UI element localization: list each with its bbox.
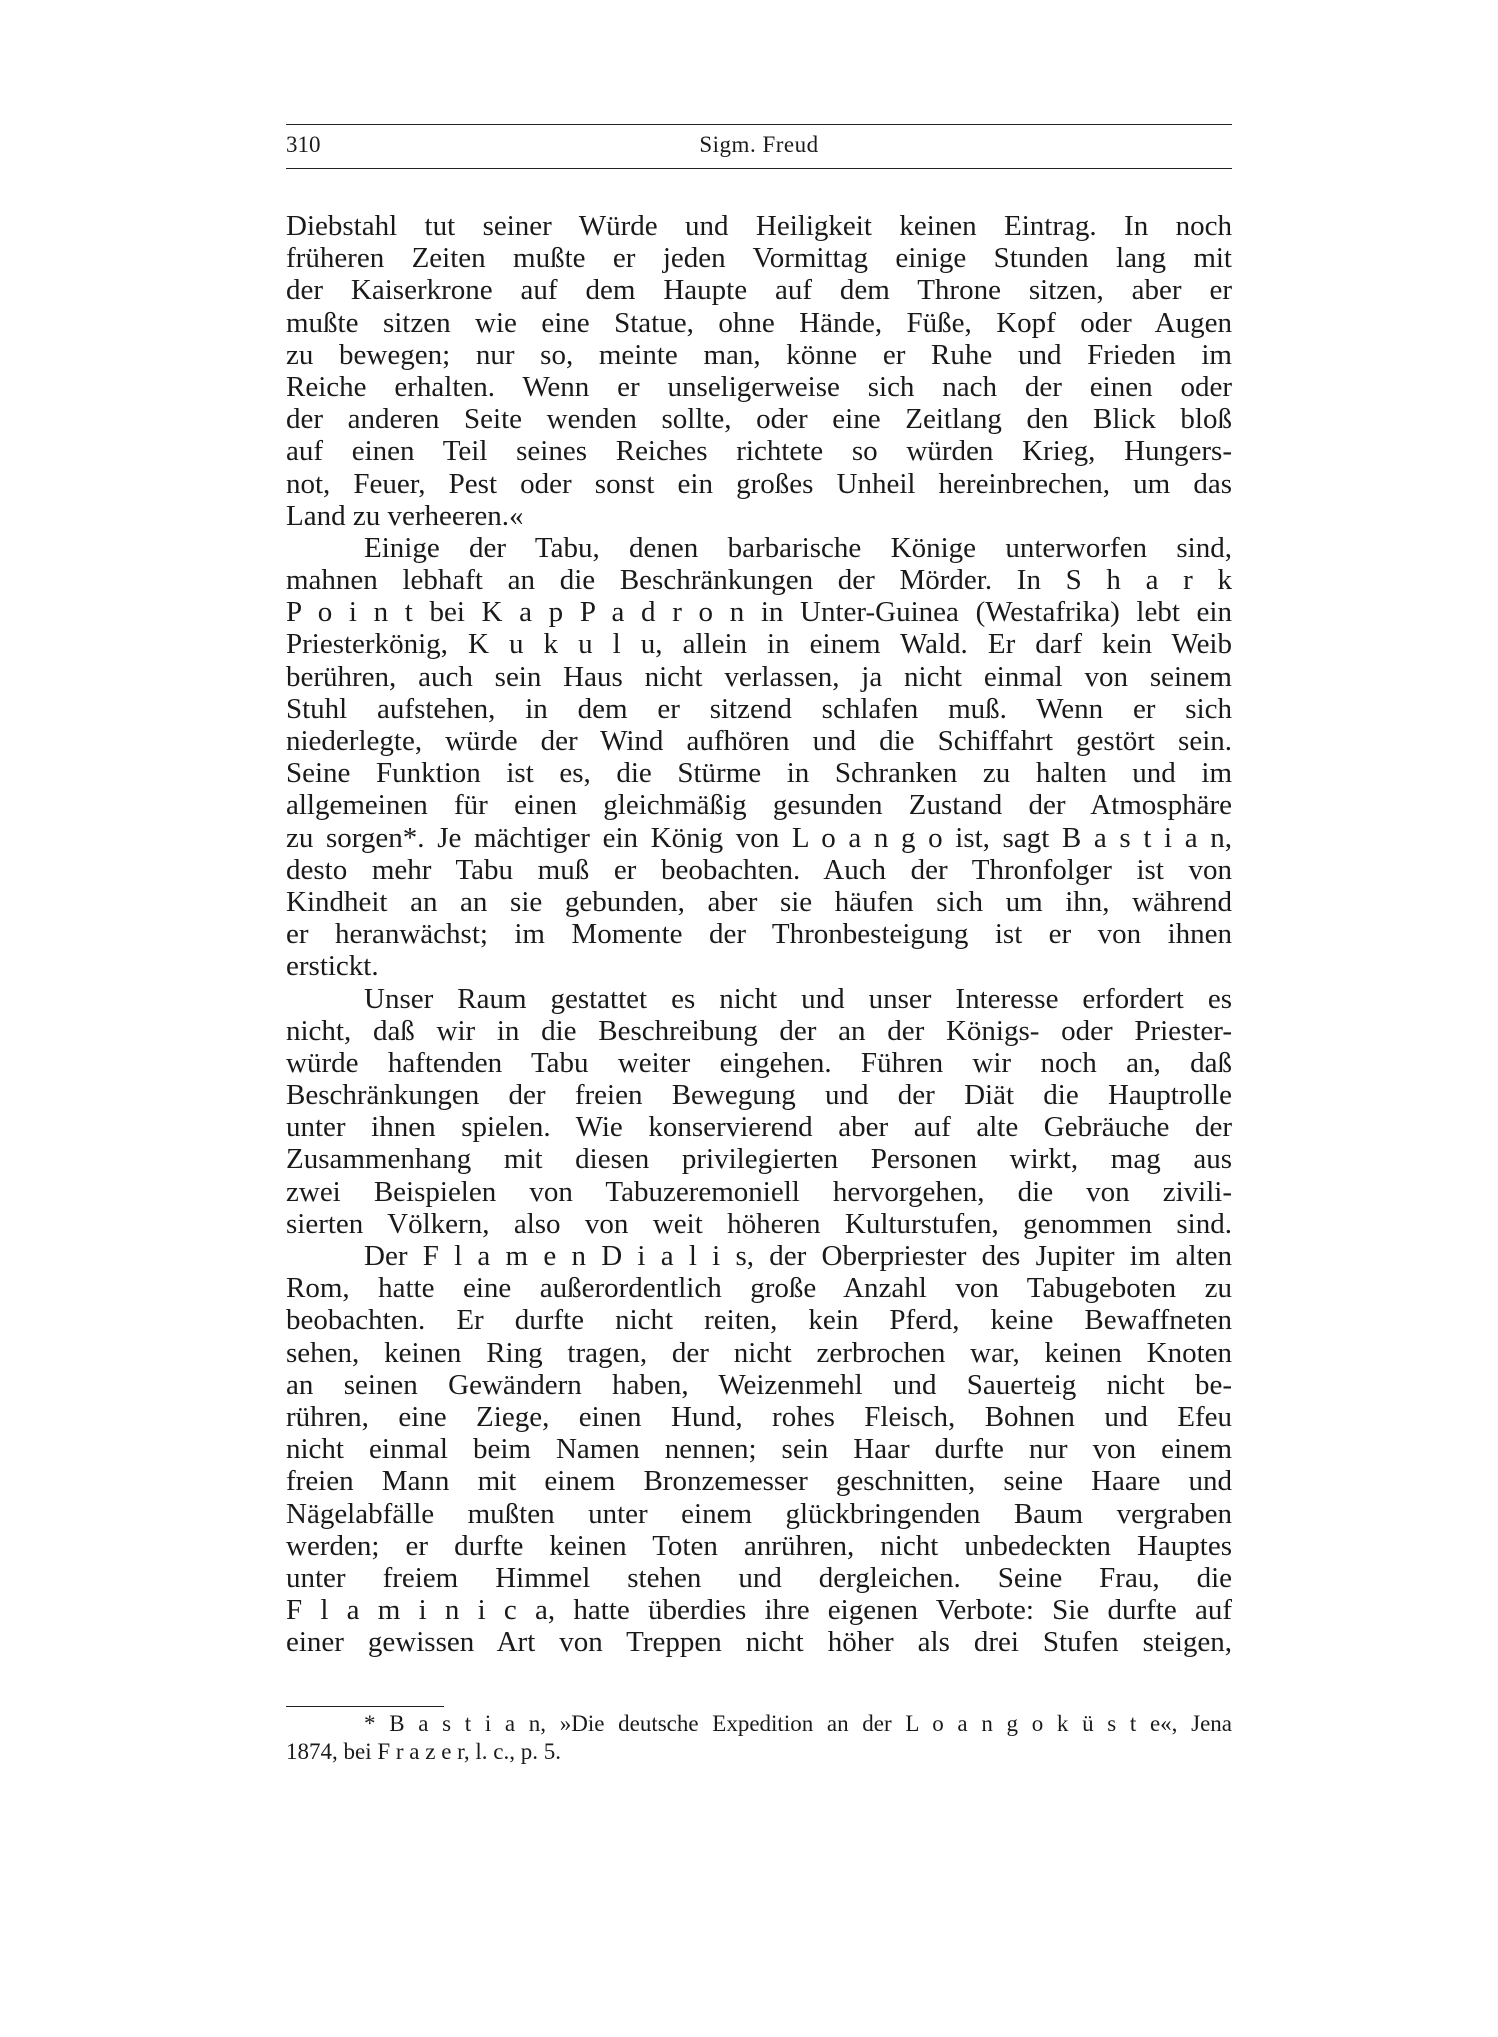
text-line: unter ihnen spielen. Wie konservierend aber auf alte Gebräuche der [286, 1111, 1232, 1144]
paragraph-start-line: Einige der Tabu, denen barbarische Könige unterworfen sind, [364, 531, 1232, 564]
text-line: Priesterkönig, K u k u l u, allein in einem Wald. Er darf kein Weib [286, 628, 1232, 661]
text-line: Diebstahl tut seiner Würde und Heiligkeit keinen Eintrag. In noch [286, 210, 1232, 242]
text-line: Nägelabfälle mußten unter einem glückbringenden Baum vergraben [286, 1497, 1232, 1530]
text-line: beobachten. Er durfte nicht reiten, kein Pferd, keine Bewaffneten [286, 1304, 1232, 1337]
text-line: nicht einmal beim Namen nennen; sein Haar durfte nur von einem [286, 1433, 1232, 1466]
body-text [286, 210, 1232, 1658]
text-line: der Kaiserkrone auf dem Haupte auf dem Throne sitzen, aber er [286, 274, 1232, 307]
footnote [286, 1710, 1232, 1766]
text-line: Rom, hatte eine außerordentlich große Anzahl von Tabugeboten zu [286, 1272, 1232, 1305]
text-line: Land zu verheeren.« [286, 499, 524, 532]
header-top-rule [286, 124, 1232, 125]
header-bottom-rule [286, 168, 1232, 169]
text-line: P o i n t bei K a p P a d r o n in Unter-Guinea (Westafrika) lebt ein [286, 596, 1232, 629]
text-line: Kindheit an an sie gebunden, aber sie häufen sich um ihn, während [286, 885, 1232, 918]
text-line: mußte sitzen wie eine Statue, ohne Hände, Füße, Kopf oder Augen [286, 306, 1232, 339]
text-line: er heranwächst; im Momente der Thronbesteigung ist er von ihnen [286, 918, 1232, 951]
text-line: Reiche erhalten. Wenn er unseligerweise sich nach der einen oder [286, 370, 1232, 403]
text-line: F l a m i n i c a, hatte überdies ihre eigenen Verbote: Sie durfte auf [286, 1594, 1232, 1627]
footnote-line: * B a s t i a n, »Die deutsche Expedition an der L o a n g o k ü s t e«, Jena [364, 1711, 1232, 1736]
text-line: zu sorgen*. Je mächtiger ein König von L o a n g o ist, sagt B a s t i a n, [286, 821, 1232, 854]
text-line: erstickt. [286, 950, 379, 983]
running-head: Sigm. Freud [699, 132, 819, 157]
text-line: sierten Völkern, also von weit höheren Kulturstufen, genommen sind. [286, 1207, 1232, 1240]
paragraph-start-line: Unser Raum gestattet es nicht und unser Interesse erfordert es [364, 982, 1232, 1015]
text-line: zu bewegen; nur so, meinte man, könne er Ruhe und Frieden im [286, 338, 1232, 371]
text-line: mahnen lebhaft an die Beschränkungen der Mörder. In S h a r k [286, 564, 1232, 597]
text-line: würde haftenden Tabu weiter eingehen. Führen wir noch an, daß [286, 1046, 1232, 1079]
text-line: auf einen Teil seines Reiches richtete so würden Krieg, Hungers- [286, 435, 1232, 468]
text-line: desto mehr Tabu muß er beobachten. Auch der Thronfolger ist von [286, 853, 1232, 886]
text-line: der anderen Seite wenden sollte, oder eine Zeitlang den Blick bloß [286, 403, 1232, 436]
text-line: einer gewissen Art von Treppen nicht höher als drei Stufen steigen, [286, 1626, 1232, 1659]
text-line: Zusammenhang mit diesen privilegierten Personen wirkt, mag aus [286, 1143, 1232, 1176]
footnote-line: 1874, bei F r a z e r, l. c., p. 5. [286, 1739, 562, 1764]
text-line: Stuhl aufstehen, in dem er sitzend schlafen muß. Wenn er sich [286, 692, 1232, 725]
text-line: niederlegte, würde der Wind aufhören und die Schiffahrt gestört sein. [286, 725, 1232, 757]
text-line: not, Feuer, Pest oder sonst ein großes Unheil hereinbrechen, um das [286, 467, 1232, 500]
footnote-rule [286, 1706, 444, 1707]
page-number: 310 [286, 132, 321, 157]
text-line: unter freiem Himmel stehen und dergleichen. Seine Frau, die [286, 1561, 1232, 1594]
text-line: rühren, eine Ziege, einen Hund, rohes Fleisch, Bohnen und Efeu [286, 1400, 1232, 1433]
text-line: zwei Beispielen von Tabuzeremoniell hervorgehen, die von zivili- [286, 1175, 1232, 1208]
text-line: werden; er durfte keinen Toten anrühren, nicht unbedeckten Hauptes [286, 1529, 1232, 1562]
text-line: allgemeinen für einen gleichmäßig gesunden Zustand der Atmosphäre [286, 789, 1232, 822]
page-header [286, 132, 1232, 162]
text-line: sehen, keinen Ring tragen, der nicht zerbrochen war, keinen Knoten [286, 1336, 1232, 1369]
paragraph-start-line: Der F l a m e n D i a l i s, der Oberpriester des Jupiter im alten [364, 1240, 1232, 1272]
text-line: freien Mann mit einem Bronzemesser geschnitten, seine Haare und [286, 1465, 1232, 1498]
text-line: Beschränkungen der freien Bewegung und der Diät die Hauptrolle [286, 1079, 1232, 1112]
text-line: an seinen Gewändern haben, Weizenmehl und Sauerteig nicht be- [286, 1368, 1232, 1401]
text-line: früheren Zeiten mußte er jeden Vormittag einige Stunden lang mit [286, 242, 1232, 275]
text-line: berühren, auch sein Haus nicht verlassen, ja nicht einmal von seinem [286, 660, 1232, 693]
text-line: Seine Funktion ist es, die Stürme in Schranken zu halten und im [286, 757, 1232, 790]
text-line: nicht, daß wir in die Beschreibung der an der Königs- oder Priester- [286, 1014, 1232, 1047]
